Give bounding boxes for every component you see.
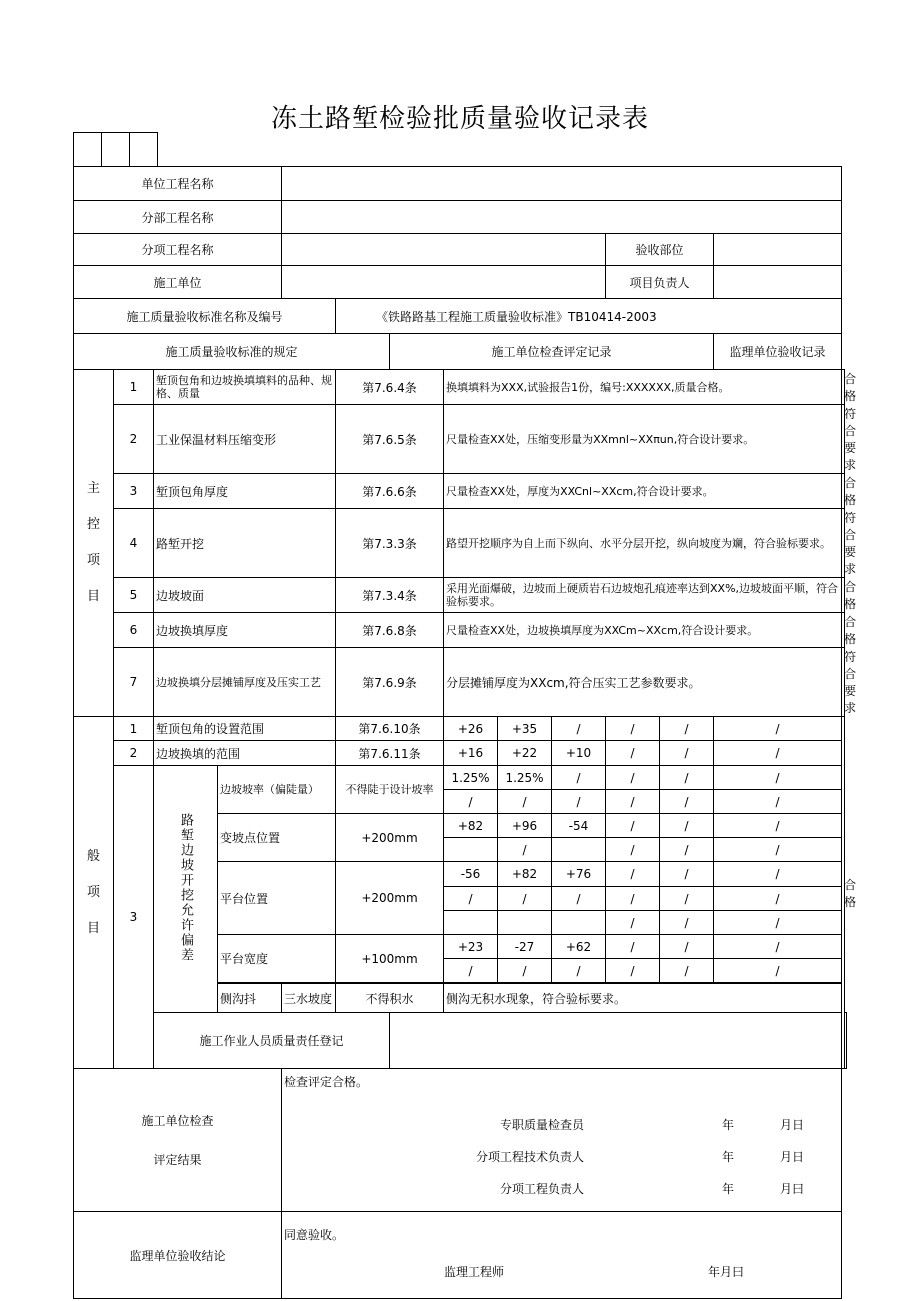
value-cell: / — [606, 766, 660, 790]
value-cell: / — [498, 838, 552, 862]
subitem-label: 分项工程名称 — [74, 234, 282, 266]
value-cell: / — [606, 887, 660, 911]
item-name: 边坡换填厚度 — [154, 613, 336, 648]
header-box — [73, 132, 101, 167]
item-record: 路望开挖顺序为自上而下纵向、水平分层开挖，纵向坡度为斓，符合验标要求。 — [444, 509, 842, 578]
value-cell: / — [552, 717, 606, 741]
construction-unit-label: 施工单位 — [74, 266, 282, 299]
item-clause: 第7.6.5条 — [336, 405, 444, 474]
standard-value: 《铁路路基工程施工质量验收标准》TB10414-2003 — [336, 299, 842, 334]
signature-row — [284, 1172, 839, 1204]
col-construction-record: 施工单位检查评定记录 — [390, 334, 714, 370]
deviation-name: 边坡坡率（偏陡量） — [218, 766, 336, 814]
item-name: 堑顶包角的设置范围 — [154, 717, 336, 741]
item-no: 7 — [114, 648, 154, 717]
acceptance-part-label: 验收部位 — [606, 234, 714, 266]
construction-unit-value[interactable] — [282, 266, 606, 299]
deviation-group-label: 路堑边坡开挖允许偏差 — [154, 766, 218, 1013]
item-name: 路堑开挖 — [154, 509, 336, 578]
item-name: 边坡换填分层摊铺厚度及压实工艺 — [154, 648, 336, 717]
supervision-label: 监理单位验收结论 — [74, 1212, 282, 1299]
value-cell: +26 — [444, 717, 498, 741]
item-clause: 第7.6.8条 — [336, 613, 444, 648]
engineer-label: 监理工程师 — [444, 1265, 505, 1279]
item-result: 符合要求 — [842, 648, 844, 717]
item-name: 工业保温材料压缩变形 — [154, 405, 336, 474]
worker-register-value[interactable] — [390, 1013, 847, 1069]
value-cell: / — [498, 959, 552, 983]
deviation-standard: +100mm — [336, 935, 444, 983]
item-record: 分层摊铺厚度为XXcm,符合压实工艺参数要求。 — [444, 648, 842, 717]
value-cell: / — [552, 790, 606, 814]
header-boxes — [73, 132, 158, 166]
item-record: 尺量检查XX处，边坡换填厚度为XXCm~XXcm,符合设计要求。 — [444, 613, 842, 648]
standard-label: 施工质量验收标准名称及编号 — [74, 299, 336, 334]
value-cell: / — [660, 838, 714, 862]
item-result: 合格 — [842, 474, 844, 509]
value-cell — [552, 838, 606, 862]
row-subitem — [74, 234, 847, 266]
value-cell: 1.25% — [444, 766, 498, 790]
ditch-record: 侧沟无积水现象，符合验标要求。 — [444, 984, 842, 1013]
main-item-row — [74, 370, 847, 405]
value-cell — [552, 911, 606, 935]
year-label: 年 — [722, 1149, 735, 1164]
ditch-name-a: 侧沟抖 — [218, 984, 282, 1013]
item-clause: 第7.6.10条 — [336, 717, 444, 741]
item-no: 3 — [114, 766, 154, 1069]
item-clause: 第7.6.6条 — [336, 474, 444, 509]
value-cell: +16 — [444, 741, 498, 766]
item-clause: 第7.3.4条 — [336, 578, 444, 613]
general-item-row — [74, 717, 847, 741]
deviation-standard: 不得积水 — [336, 984, 444, 1013]
row-worker-register — [74, 1013, 847, 1069]
item-name: 边坡换填的范围 — [154, 741, 336, 766]
ditch-name-b: 三水坡度 — [282, 984, 336, 1013]
value-cell: -27 — [498, 935, 552, 959]
general-item-row — [74, 741, 847, 766]
year-label: 年 — [722, 1181, 735, 1196]
value-cell: -54 — [552, 814, 606, 838]
value-cell: +62 — [552, 935, 606, 959]
value-cell: / — [444, 959, 498, 983]
value-cell: / — [606, 838, 660, 862]
year-label: 年 — [722, 1117, 735, 1132]
signer-label: 分项工程技术负责人 — [476, 1149, 585, 1164]
col-supervision-record: 监理单位验收记录 — [714, 334, 842, 370]
construction-conclusion: 检查评定合格。 — [284, 1075, 369, 1089]
main-item-row — [74, 509, 847, 578]
item-no: 2 — [114, 741, 154, 766]
value-cell: / — [714, 717, 842, 741]
value-cell: / — [660, 741, 714, 766]
value-cell: +10 — [552, 741, 606, 766]
value-cell: / — [714, 887, 842, 911]
value-cell: / — [606, 741, 660, 766]
general-result: 合格 — [842, 717, 844, 1069]
value-cell: / — [660, 814, 714, 838]
value-cell: +76 — [552, 862, 606, 887]
form-title: 冻土路堑检验批质量验收记录表 — [270, 104, 649, 134]
item-clause: 第7.6.11条 — [336, 741, 444, 766]
supervision-conclusion: 同意验收。 — [284, 1228, 345, 1242]
project-manager-label: 项目负责人 — [606, 266, 714, 299]
deviation-name: 平台宽度 — [218, 935, 336, 983]
deviation-standard: 不得陡于设计坡率 — [336, 766, 444, 814]
value-cell: / — [552, 766, 606, 790]
value-cell: / — [606, 717, 660, 741]
item-record: 尺量检查XX处，厚度为XXCnl~XXcm,符合设计要求。 — [444, 474, 842, 509]
value-cell: / — [714, 862, 842, 887]
date-label: 月日 — [780, 1149, 805, 1164]
construction-check-label: 施工单位检查 评定结果 — [74, 1069, 282, 1212]
main-control-label: 主 控 项 目 — [74, 370, 114, 717]
row-standard — [74, 299, 847, 334]
value-cell: / — [714, 838, 842, 862]
acceptance-part-value[interactable] — [714, 234, 842, 266]
value-cell: / — [606, 790, 660, 814]
value-cell: -56 — [444, 862, 498, 887]
value-cell: +23 — [444, 935, 498, 959]
main-item-row — [74, 405, 847, 474]
item-result: 合格 — [842, 578, 844, 613]
division-label: 分部工程名称 — [74, 201, 282, 234]
main-item-row — [74, 648, 847, 717]
main-item-row — [74, 578, 847, 613]
item-no: 1 — [114, 370, 154, 405]
signer-label: 专职质量检查员 — [500, 1117, 585, 1132]
row-unit-project — [74, 167, 847, 201]
value-cell: / — [552, 887, 606, 911]
value-cell: / — [714, 766, 842, 790]
value-cell: / — [606, 959, 660, 983]
value-cell: / — [714, 935, 842, 959]
value-cell: / — [444, 887, 498, 911]
row-supervision — [74, 1212, 847, 1299]
acceptance-table — [73, 166, 857, 1299]
value-cell — [498, 911, 552, 935]
row-construction-unit — [74, 266, 847, 299]
item-result: 合格 — [842, 370, 844, 405]
deviation-name: 变坡点位置 — [218, 814, 336, 862]
unit-project-label: 单位工程名称 — [74, 167, 282, 201]
value-cell: / — [660, 766, 714, 790]
value-cell: / — [714, 911, 842, 935]
date-label: 月日 — [780, 1117, 805, 1132]
value-cell: / — [606, 862, 660, 887]
value-cell: +35 — [498, 717, 552, 741]
value-cell: / — [606, 814, 660, 838]
value-cell: / — [552, 959, 606, 983]
value-cell: / — [606, 935, 660, 959]
value-cell: / — [660, 935, 714, 959]
item-record: 换填填料为XXX,试验报告1份，编号:XXXXXX,质量合格。 — [444, 370, 842, 405]
value-cell: / — [606, 911, 660, 935]
deviation-standard: +200mm — [336, 862, 444, 935]
worker-register-label: 施工作业人员质量责任登记 — [154, 1013, 390, 1069]
signature-row — [284, 1140, 839, 1172]
value-cell: / — [660, 790, 714, 814]
value-cell: / — [714, 814, 842, 838]
deviation-standard: +200mm — [336, 814, 444, 862]
deviation-name: 平台位置 — [218, 862, 336, 935]
value-cell: / — [498, 790, 552, 814]
supervision-body — [282, 1212, 842, 1299]
item-result: 符合要求 — [842, 509, 844, 578]
value-cell: / — [660, 717, 714, 741]
value-cell: +82 — [498, 862, 552, 887]
value-cell: +96 — [498, 814, 552, 838]
row-division — [74, 201, 847, 234]
value-cell: 1.25% — [498, 766, 552, 790]
value-cell — [444, 911, 498, 935]
item-no: 2 — [114, 405, 154, 474]
item-no: 5 — [114, 578, 154, 613]
item-name: 堑顶包角和边坡换填填料的品种、规格、质量 — [154, 370, 336, 405]
item-result: 合格 — [842, 613, 844, 648]
unit-project-value[interactable] — [282, 167, 842, 201]
value-cell: / — [714, 790, 842, 814]
item-result: 符合要求 — [842, 405, 844, 474]
main-item-row — [74, 474, 847, 509]
value-cell: / — [660, 862, 714, 887]
value-cell: / — [660, 959, 714, 983]
col-standard-rules: 施工质量验收标准的规定 — [74, 334, 390, 370]
value-cell: / — [660, 911, 714, 935]
division-value[interactable] — [282, 201, 842, 234]
deviation-row — [74, 766, 847, 790]
item-clause: 第7.6.9条 — [336, 648, 444, 717]
item-clause: 第7.6.4条 — [336, 370, 444, 405]
subitem-value[interactable] — [282, 234, 606, 266]
value-cell: / — [444, 790, 498, 814]
row-construction-check — [74, 1069, 847, 1212]
item-no: 6 — [114, 613, 154, 648]
value-cell: / — [714, 959, 842, 983]
item-no: 1 — [114, 717, 154, 741]
value-cell: / — [498, 887, 552, 911]
signer-label: 分项工程负责人 — [500, 1181, 585, 1196]
item-no: 4 — [114, 509, 154, 578]
value-cell: +82 — [444, 814, 498, 838]
item-name: 边坡坡面 — [154, 578, 336, 613]
item-no: 3 — [114, 474, 154, 509]
value-cell: / — [714, 741, 842, 766]
signature-row — [284, 1108, 839, 1140]
item-name: 堑顶包角厚度 — [154, 474, 336, 509]
header-box — [129, 132, 158, 167]
header-box — [101, 132, 129, 167]
general-label: 般 项 目 — [74, 717, 114, 1069]
supervision-signature — [284, 1263, 839, 1280]
construction-check-body — [282, 1069, 842, 1212]
item-clause: 第7.3.3条 — [336, 509, 444, 578]
value-cell: +22 — [498, 741, 552, 766]
project-manager-value[interactable] — [714, 266, 842, 299]
row-column-headers — [74, 334, 847, 370]
main-item-row — [74, 613, 847, 648]
value-cell: / — [660, 887, 714, 911]
item-record: 采用光面爆破，边坡而上硬质岩石边坡炮孔痕迹率达到XX%,边坡坡面平顺，符合验标要求。 — [444, 578, 842, 613]
value-cell — [444, 838, 498, 862]
date-label: 月曰 — [780, 1181, 805, 1196]
supervision-date: 年月曰 — [708, 1265, 745, 1279]
item-record: 尺量检查XX处，压缩变形量为XXmnl~XXπun,符合设计要求。 — [444, 405, 842, 474]
